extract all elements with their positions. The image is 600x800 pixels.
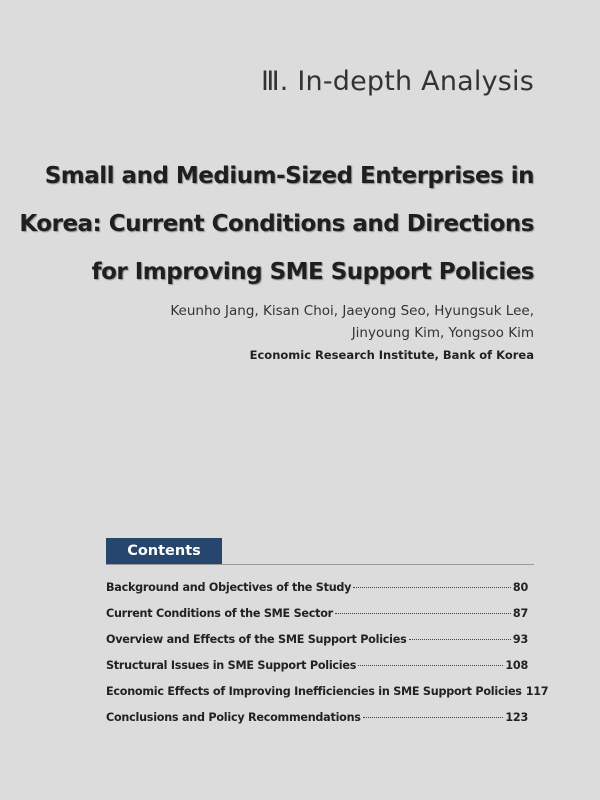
toc-entry-page: 93 bbox=[512, 633, 528, 646]
title-line: Korea: Current Conditions and Directions bbox=[19, 211, 534, 237]
toc-entry-title: Background and Objectives of the Study bbox=[106, 581, 352, 594]
toc-entry-title: Overview and Effects of the SME Support Policies bbox=[106, 633, 407, 646]
toc-entry[interactable] bbox=[106, 633, 528, 659]
toc-entry[interactable] bbox=[106, 659, 528, 685]
toc-leader-dots bbox=[358, 665, 503, 666]
table-of-contents bbox=[106, 581, 549, 737]
toc-entry[interactable] bbox=[106, 581, 528, 607]
title-line: for Improving SME Support Policies bbox=[91, 259, 534, 285]
toc-leader-dots bbox=[409, 639, 511, 640]
toc-entry-page: 108 bbox=[505, 659, 528, 672]
toc-leader-dots bbox=[353, 587, 511, 588]
affiliation: Economic Research Institute, Bank of Korea bbox=[249, 348, 534, 362]
contents-divider bbox=[106, 564, 534, 565]
toc-entry[interactable] bbox=[106, 607, 528, 633]
section-heading: Ⅲ. In-depth Analysis bbox=[260, 66, 534, 97]
authors bbox=[54, 300, 534, 344]
toc-entry-page: 80 bbox=[512, 581, 528, 594]
toc-entry-title: Current Conditions of the SME Sector bbox=[106, 607, 333, 620]
toc-entry-page: 117 bbox=[525, 685, 549, 698]
toc-entry[interactable] bbox=[106, 685, 549, 711]
authors-line: Jinyoung Kim, Yongsoo Kim bbox=[351, 325, 534, 341]
paper-title bbox=[14, 152, 534, 296]
toc-entry-title: Conclusions and Policy Recommendations bbox=[106, 711, 361, 724]
title-line: Small and Medium-Sized Enterprises in bbox=[44, 163, 534, 189]
toc-entry-page: 123 bbox=[505, 711, 528, 724]
toc-leader-dots bbox=[335, 613, 511, 614]
toc-entry-page: 87 bbox=[512, 607, 528, 620]
authors-line: Keunho Jang, Kisan Choi, Jaeyong Seo, Hyungsuk Lee, bbox=[170, 303, 534, 319]
toc-leader-dots bbox=[363, 717, 504, 718]
toc-entry-title: Economic Effects of Improving Inefficiencies in SME Support Policies bbox=[106, 685, 522, 698]
contents-tab: Contents bbox=[106, 538, 222, 564]
toc-entry[interactable] bbox=[106, 711, 528, 737]
toc-entry-title: Structural Issues in SME Support Policies bbox=[106, 659, 357, 672]
